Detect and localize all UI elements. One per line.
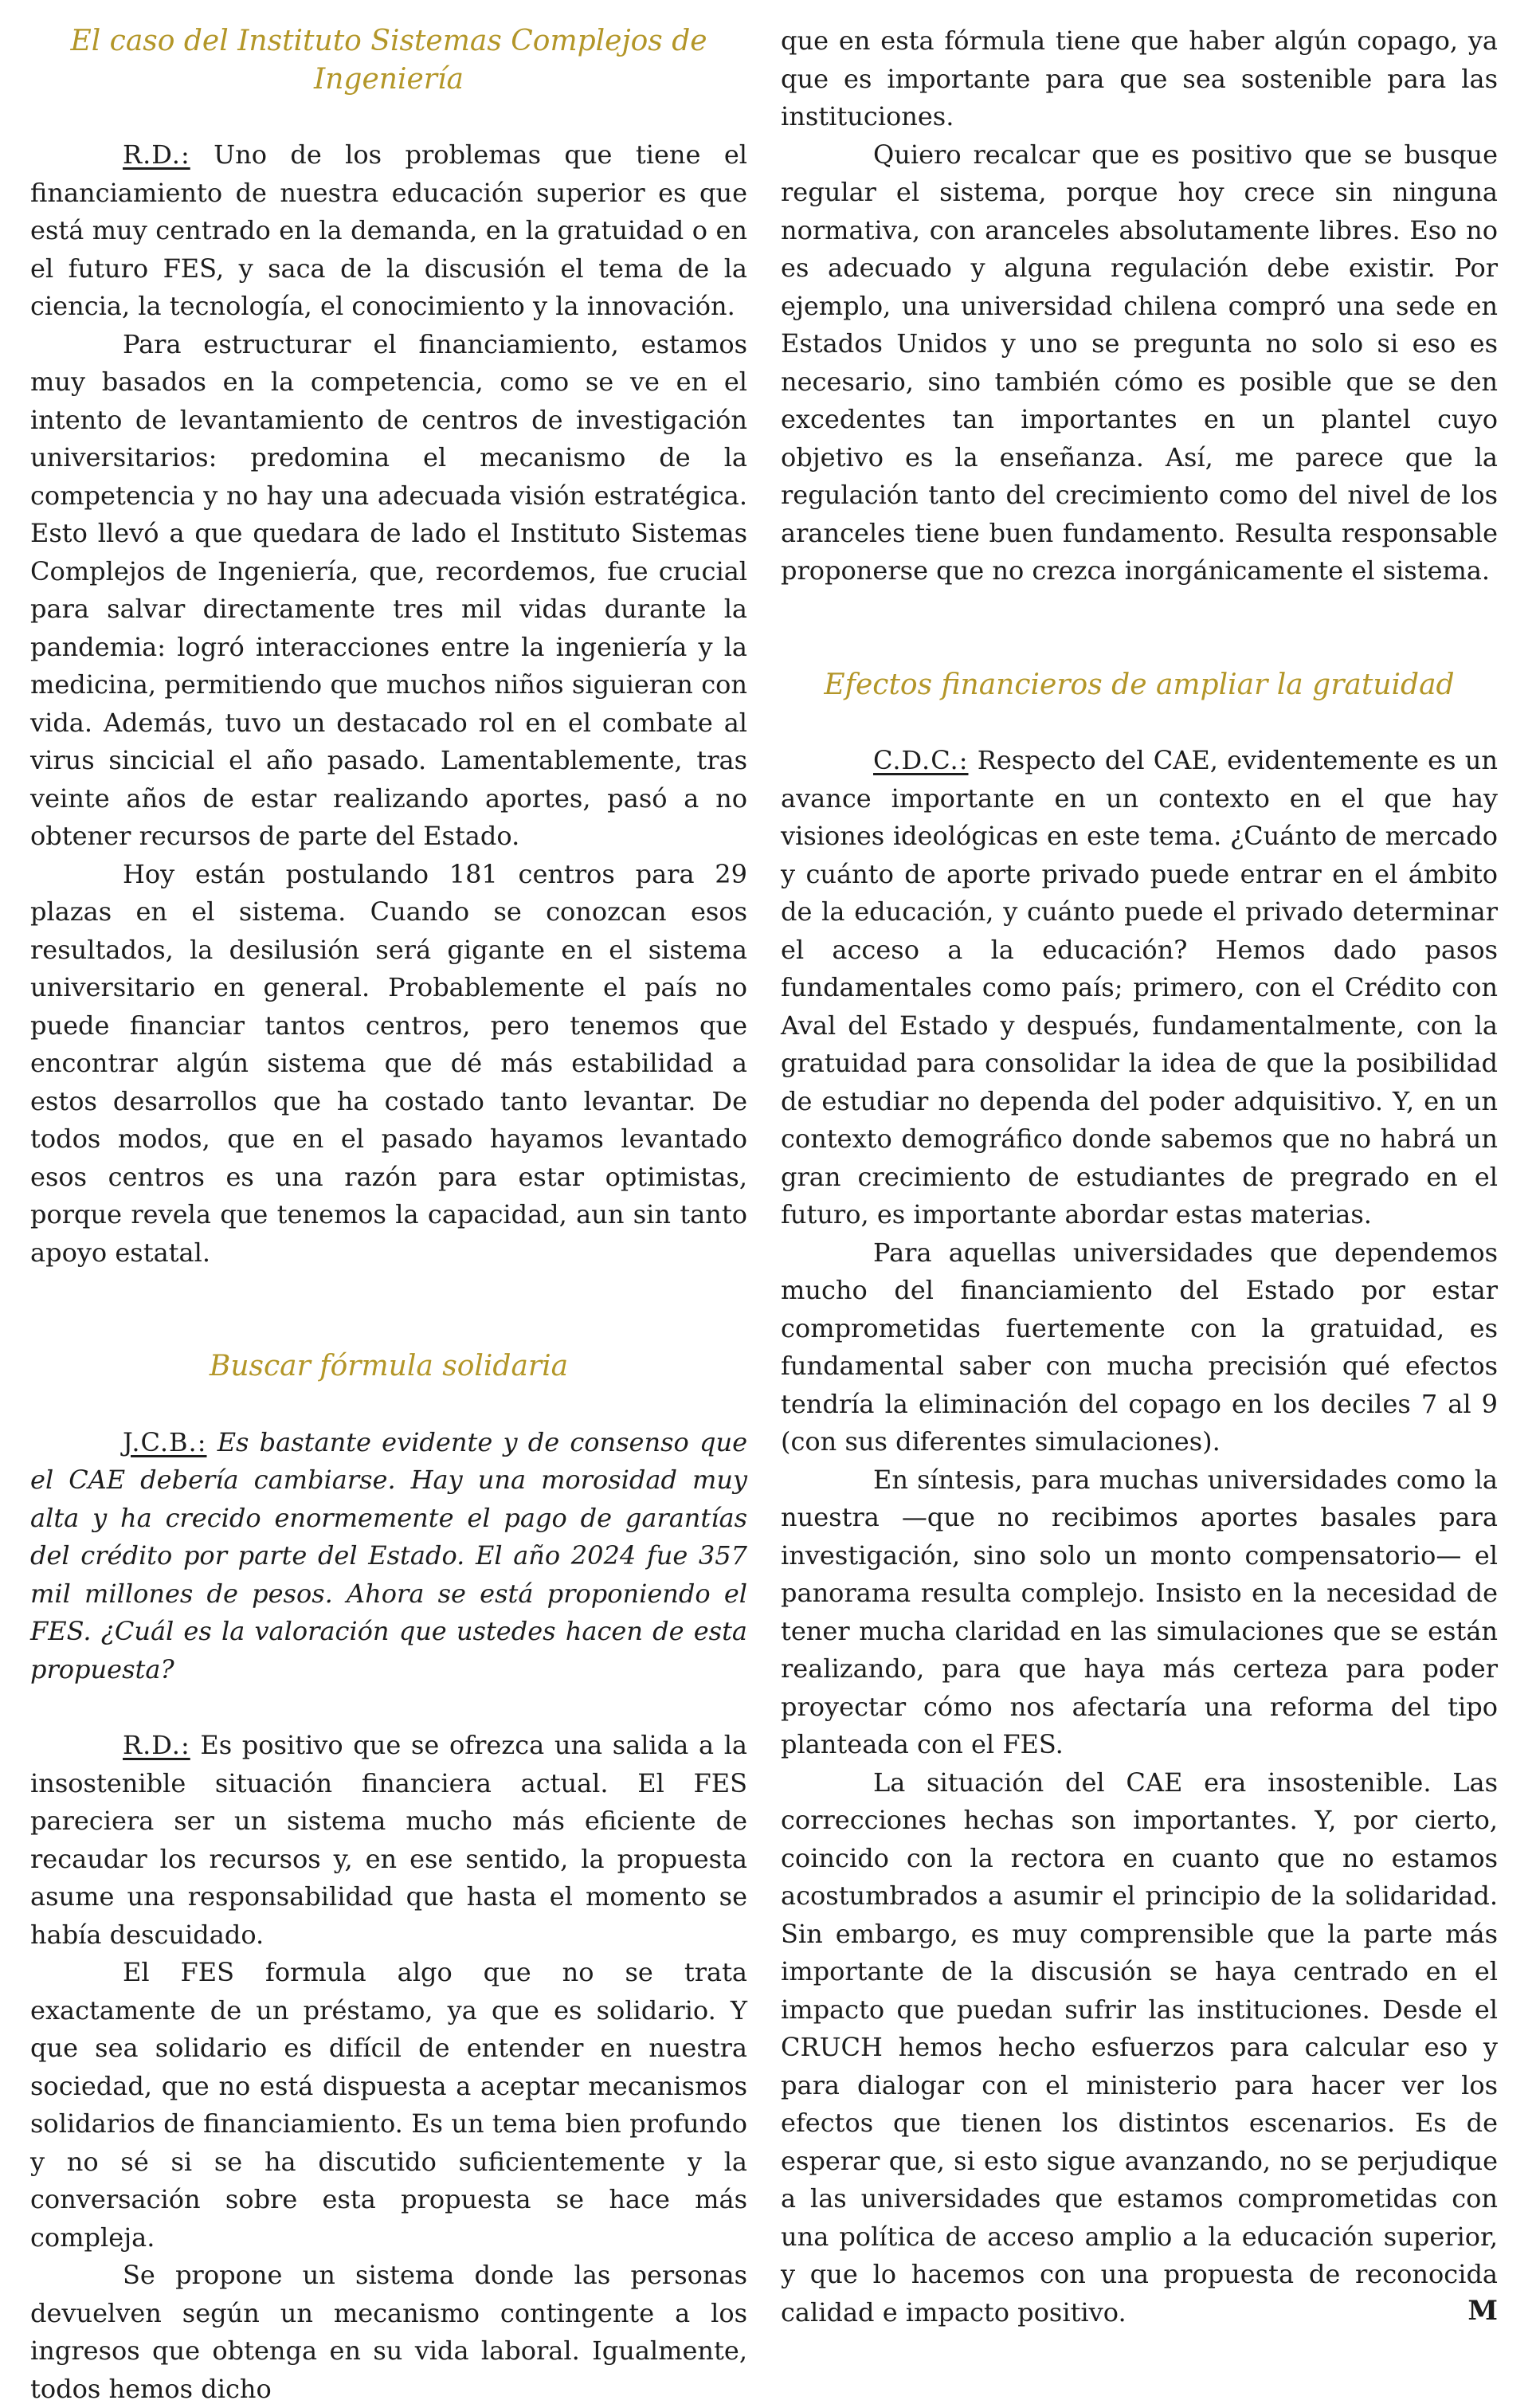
paragraph-rd-1: [30, 136, 747, 326]
speaker-label: J.C.B.:: [123, 1426, 207, 1457]
left-column: [30, 22, 747, 2408]
section-heading-formula-solidaria: Buscar fórmula solidaria: [209, 1350, 569, 1382]
final-paragraph-wrap: [781, 1764, 1498, 2332]
paragraph: El FES formula algo que no se trata exactamente de un préstamo, ya que es solidario. Y que sea solidario es difícil de entender en nuestra sociedad, que no está dispuesta a aceptar mecanismos solidarios de financiamiento. Es un tema bien profundo y no sé si se ha discutido suficientemente y la conversación sobre esta propuesta se hace más compleja.: [30, 1957, 747, 2253]
question-jcb: [30, 1424, 747, 1689]
end-of-article-mark: M: [1467, 2294, 1498, 2327]
paragraph: Se propone un sistema donde las personas devuelven según un mecanismo contingente a los ingresos que obtenga en su vida laboral. Igualmente, todos hemos dicho: [30, 2260, 747, 2404]
paragraph: En síntesis, para muchas universidades como la nuestra —que no recibimos aportes basales para investigación, sino solo un monto compensatorio— el panorama resulta complejo. Insisto en la necesidad de tener mucha claridad en las simulaciones que se están realizando, para que haya más certeza para poder proyectar cómo nos afectaría una reforma del tipo planteada con el FES.: [781, 1464, 1498, 1759]
paragraph-text: Respecto del CAE, evidentemente es un avance importante en un contexto en el que hay visiones ideológicas en este tema. ¿Cuánto de mercado y cuánto de aporte privado puede entrar en el ámbito de la educación, y cuánto puede el privado determinar el acceso a la educación? Hemos dado pasos fundamentales como país; primero, con el Crédito con Aval del Estado y después, fundamentalmente, con la gratuidad para consolidar la idea de que la posibilidad de estudiar no dependa del poder adquisitivo. Y, en un contexto demográfico donde sabemos que no habrá un gran crecimiento de estudiantes de pregrado en el futuro, es importante abordar estas materias.: [781, 745, 1498, 1229]
paragraph-final: La situación del CAE era insostenible. Las correcciones hechas son importantes. Y, por cierto, coincido con la rectora en cuanto que no estamos acostumbrados a asumir el principio de la solidaridad. Sin embargo, es muy comprensible que la parte más importante de la discusión se haya centrado en el impacto que puedan sufrir las instituciones. Desde el CRUCH hemos hecho esfuerzos para calcular eso y para dialogar con el ministerio para hacer ver los efectos que tienen los distintos escenarios. Es de esperar que, si esto sigue avanzando, no se perjudique a las universidades que estamos comprometidas con una política de acceso amplio a la educación superior, y que lo hacemos con una propuesta de reconocida calidad e impacto positivo.: [781, 1767, 1498, 2328]
speaker-label: R.D.:: [123, 1730, 190, 1760]
question-text: Es bastante evidente y de consenso que el CAE debería cambiarse. Hay una morosidad muy alta y ha crecido enormemente el pago de garantías del crédito por parte del Estado. El año 2024 fue 357 mil millones de pesos. Ahora se está proponiendo el FES. ¿Cuál es la valoración que ustedes hacen de esta propuesta?: [30, 1426, 747, 1684]
paragraph-continued: que en esta fórmula tiene que haber algún copago, ya que es importante para que sea sostenible para las instituciones.: [781, 25, 1498, 131]
paragraph-rd-2: [30, 1727, 747, 1954]
paragraph: Para aquellas universidades que dependemos mucho del financiamiento del Estado por estar comprometidas fuertemente con la gratuidad, es fundamental saber con mucha precisión qué efectos tendría la eliminación del copago en los deciles 7 al 9 (con sus diferentes simulaciones).: [781, 1237, 1498, 1457]
right-column: [781, 22, 1498, 2332]
paragraph-text: Es positivo que se ofrezca una salida a la insostenible situación financiera actual. El FES pareciera ser un sistema mucho más eficiente de recaudar los recursos y, en ese sentido, la propuesta asume una responsabilidad que hasta el momento se había descuidado.: [30, 1730, 747, 1950]
paragraph-cdc: [781, 742, 1498, 1234]
speaker-label: R.D.:: [123, 139, 190, 170]
paragraph: Hoy están postulando 181 centros para 29 plazas en el sistema. Cuando se conozcan esos resultados, la desilusión será gigante en el sistema universitario en general. Probablemente el país no puede financiar tantos centros, pero tenemos que encontrar algún sistema que dé más estabilidad a estos desarrollos que ha costado tanto levantar. De todos modos, que en el pasado hayamos levantado esos centros es una razón para estar optimistas, porque revela que tenemos la capacidad, aun sin tanto apoyo estatal.: [30, 858, 747, 1268]
section-heading-efectos-financieros: Efectos financieros de ampliar la gratuidad: [824, 668, 1455, 701]
section-heading-isci: El caso del Instituto Sistemas Complejos de Ingeniería: [70, 25, 707, 96]
paragraph: Para estructurar el financiamiento, estamos muy basados en la competencia, como se ve en el intento de levantamiento de centros de investigación universitarios: predomina el mecanismo de la competencia y no hay una adecuada visión estratégica. Esto llevó a que quedara de lado el Instituto Sistemas Complejos de Ingeniería, que, recordemos, fue crucial para salvar directamente tres mil vidas durante la pandemia: logró interacciones entre la ingeniería y la medicina, permitiendo que muchos niños siguieran con vida. Además, tuvo un destacado rol en el combate al virus sincicial el año pasado. Lamentablemente, tras veinte años de estar realizando aportes, pasó a no obtener recursos de parte del Estado.: [30, 328, 747, 851]
speaker-label: C.D.C.:: [873, 745, 969, 775]
paragraph-text: Uno de los problemas que tiene el financiamiento de nuestra educación superior es que está muy centrado en la demanda, en la gratuidad o en el futuro FES, y saca de la discusión el tema de la ciencia, la tecnología, el conocimiento y la innovación.: [30, 139, 747, 321]
paragraph: Quiero recalcar que es positivo que se busque regular el sistema, porque hoy crece sin ninguna normativa, con aranceles absolutamente libres. Eso no es adecuado y alguna regulación debe existir. Por ejemplo, una universidad chilena compró una sede en Estados Unidos y uno se pregunta no solo si eso es necesario, sino también cómo es posible que se den excedentes tan importantes en un plantel cuyo objetivo es la enseñanza. Así, me parece que la regulación tanto del crecimiento como del nivel de los aranceles tiene buen fundamento. Resulta responsable proponerse que no crezca inorgánicamente el sistema.: [781, 139, 1498, 586]
